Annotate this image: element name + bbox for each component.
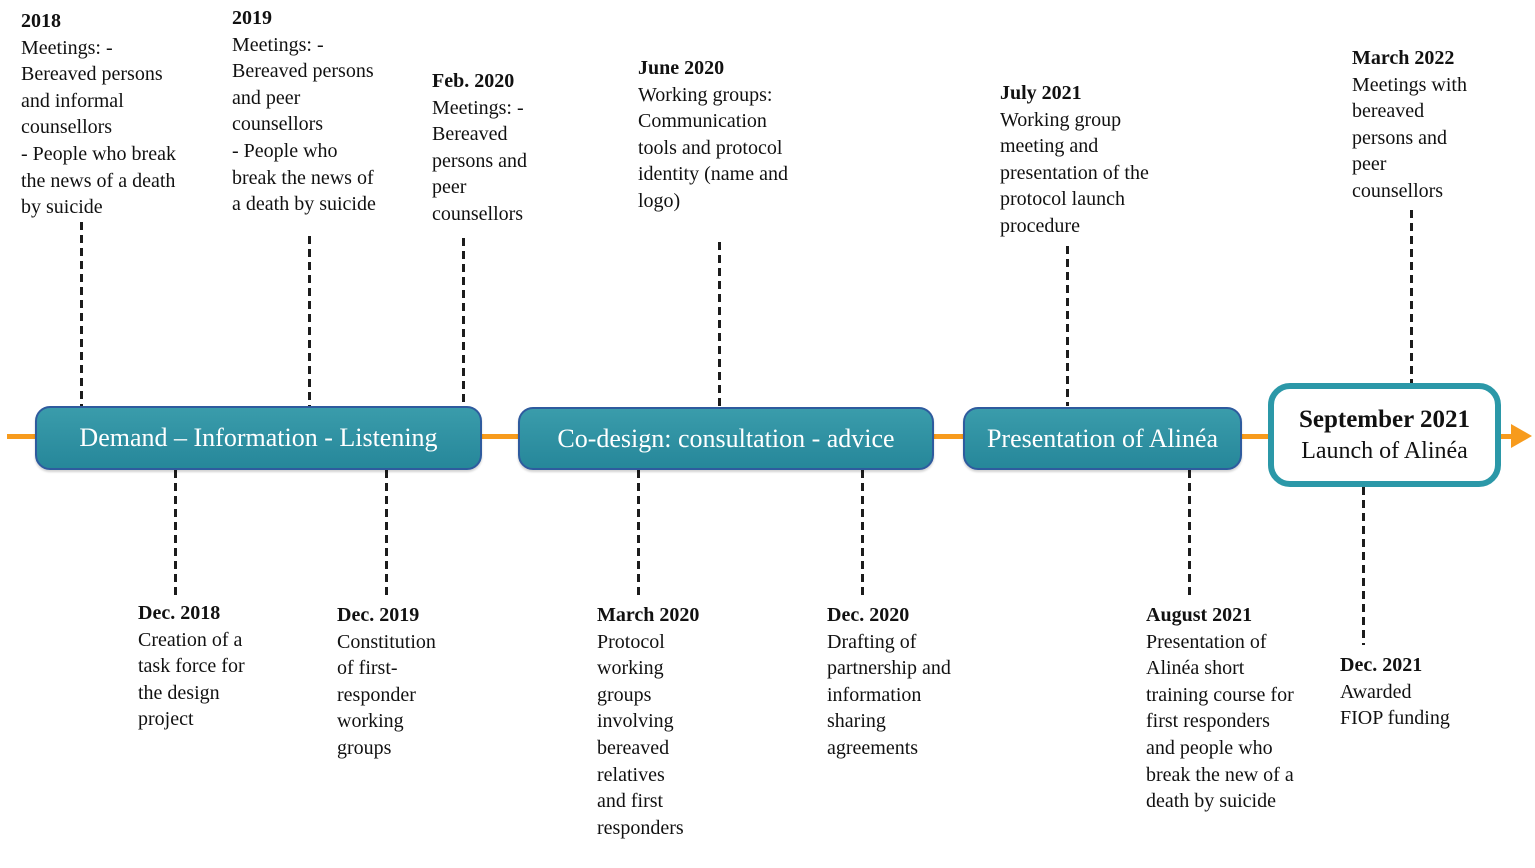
event-date: Feb. 2020 bbox=[432, 70, 515, 92]
milestone-box-launch-of-alinea bbox=[1268, 383, 1501, 487]
event-2019 bbox=[232, 5, 407, 218]
connector-dec-2018 bbox=[174, 470, 177, 596]
event-feb-2020 bbox=[432, 68, 567, 228]
event-text: Awarded FIOP funding bbox=[1340, 680, 1450, 730]
connector-march-2022 bbox=[1410, 210, 1413, 384]
event-date: 2019 bbox=[232, 7, 272, 29]
event-text: Meetings: - Bereaved persons and peer counsellors bbox=[432, 96, 527, 225]
event-dec-2021 bbox=[1340, 652, 1480, 732]
event-text: Working group meeting and presentation of the protocol launch procedure bbox=[1000, 108, 1149, 237]
event-date: Dec. 2018 bbox=[138, 602, 221, 624]
connector-dec-2019 bbox=[385, 470, 388, 598]
connector-dec-2020 bbox=[861, 470, 864, 598]
event-text: Creation of a task force for the design project bbox=[138, 628, 245, 731]
phase-box-demand-information-listening bbox=[35, 406, 482, 470]
event-dec-2020 bbox=[827, 602, 977, 762]
event-june-2020 bbox=[638, 55, 818, 215]
connector-august-2021 bbox=[1188, 470, 1191, 598]
event-text: Constitution of first- responder working groups bbox=[337, 630, 436, 759]
milestone-label: Launch of Alinéa bbox=[1301, 437, 1468, 464]
event-date: March 2020 bbox=[597, 604, 700, 626]
event-march-2020 bbox=[597, 602, 701, 841]
phase-label: Presentation of Alinéa bbox=[986, 423, 1219, 453]
event-august-2021 bbox=[1146, 602, 1321, 815]
event-july-2021 bbox=[1000, 80, 1180, 240]
connector-feb-2020 bbox=[462, 238, 465, 406]
event-text: Drafting of partnership and information sharing agreements bbox=[827, 630, 951, 759]
phase-label: Co-design: consultation - advice bbox=[557, 423, 895, 453]
connector-june-2020 bbox=[718, 242, 721, 407]
event-text: Presentation of Alinéa short training course for first responders and people who break the new of a death by suicide bbox=[1146, 630, 1294, 813]
phase-box-presentation-of-alinea bbox=[963, 407, 1242, 470]
connector-march-2020 bbox=[637, 470, 640, 596]
event-text: Protocol working groups involving bereaved relatives and first responders bbox=[597, 630, 684, 839]
event-date: Dec. 2021 bbox=[1340, 654, 1423, 676]
event-dec-2019 bbox=[337, 602, 462, 762]
event-text: Meetings: - Bereaved persons and peer counsellors - People who break the news of a death by suicide bbox=[232, 33, 376, 216]
event-dec-2018 bbox=[138, 600, 273, 733]
event-text: Meetings with bereaved persons and peer counsellors bbox=[1352, 73, 1467, 202]
phase-label: Demand – Information - Listening bbox=[79, 423, 438, 452]
connector-2018 bbox=[80, 222, 83, 406]
event-date: June 2020 bbox=[638, 57, 725, 79]
connector-dec-2021 bbox=[1362, 487, 1365, 645]
connector-2019 bbox=[308, 236, 311, 406]
event-text: Meetings: - Bereaved persons and informal counsellors - People who break the news of a death by suicide bbox=[21, 36, 176, 219]
event-date: March 2022 bbox=[1352, 47, 1455, 69]
timeline-arrowhead-icon bbox=[1511, 424, 1532, 448]
event-date: July 2021 bbox=[1000, 82, 1082, 104]
connector-july-2021 bbox=[1066, 246, 1069, 406]
phase-box-co-design bbox=[518, 407, 934, 470]
event-text: Working groups: Communication tools and protocol identity (name and logo) bbox=[638, 83, 788, 212]
event-date: 2018 bbox=[21, 10, 61, 32]
event-date: Dec. 2019 bbox=[337, 604, 420, 626]
milestone-date: September 2021 bbox=[1298, 406, 1471, 434]
event-march-2022 bbox=[1352, 45, 1502, 205]
event-date: Dec. 2020 bbox=[827, 604, 910, 626]
event-date: August 2021 bbox=[1146, 604, 1253, 626]
event-2018 bbox=[21, 8, 206, 221]
